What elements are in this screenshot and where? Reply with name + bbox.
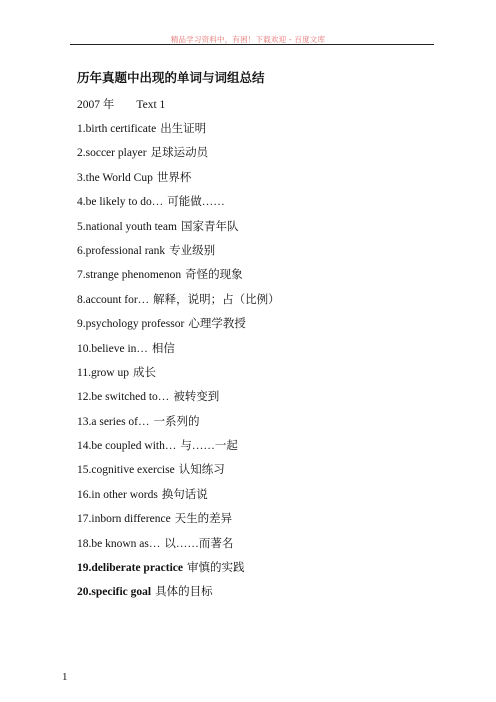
section-text: Text 1 — [136, 99, 166, 111]
entry-english: 15.cognitive exercise — [77, 464, 175, 477]
section-heading — [77, 96, 165, 112]
list-item — [77, 122, 280, 146]
list-item — [77, 561, 280, 585]
entry-chinese: 换句话说 — [161, 488, 208, 501]
entry-chinese: 成长 — [132, 366, 156, 379]
entry-chinese: 足球运动员 — [150, 147, 209, 160]
entry-english: 1.birth certificate — [77, 123, 157, 135]
entry-chinese: 认知练习 — [178, 464, 225, 477]
page-title: 历年真题中出现的单词与词组总结 — [77, 71, 265, 85]
entry-english: 3.the World Cup — [77, 171, 153, 184]
entry-english: 10.believe in… — [77, 342, 148, 355]
entry-english: 16.in other words — [77, 488, 158, 501]
page-number: 1 — [62, 671, 68, 683]
list-item — [77, 366, 280, 390]
entry-english: 14.be coupled with… — [77, 440, 177, 453]
entry-chinese: 一系列的 — [153, 415, 200, 428]
header-divider — [70, 44, 434, 45]
entry-chinese: 心理学教授 — [188, 318, 246, 331]
list-item — [77, 317, 280, 341]
entry-english: 17.inborn difference — [77, 513, 171, 526]
list-item — [77, 488, 280, 512]
entry-chinese: 国家青年队 — [180, 220, 239, 233]
entry-english: 2.soccer player — [77, 147, 147, 160]
entry-english: 9.psychology professor — [77, 318, 185, 331]
list-item — [77, 585, 280, 609]
entry-chinese: 奇怪的现象 — [185, 269, 243, 282]
entry-english: 5.national youth team — [77, 220, 177, 233]
list-item — [77, 195, 280, 219]
list-item — [77, 390, 280, 414]
list-item — [77, 342, 280, 366]
list-item — [77, 439, 280, 463]
list-item — [77, 293, 280, 317]
entry-chinese: 相信 — [151, 342, 175, 355]
list-item — [77, 220, 280, 244]
list-item — [77, 268, 280, 292]
entry-english: 19.deliberate practice — [77, 562, 184, 575]
entry-chinese: 具体的目标 — [155, 586, 213, 599]
entry-chinese: 可能做…… — [167, 196, 225, 209]
list-item — [77, 415, 280, 439]
vocabulary-list — [77, 122, 280, 610]
entry-english: 13.a series of… — [77, 415, 150, 428]
entry-english: 8.account for… — [77, 293, 150, 306]
list-item — [77, 146, 280, 170]
entry-english: 7.strange phenomenon — [77, 269, 182, 282]
entry-chinese: 审慎的实践 — [187, 562, 245, 575]
entry-english: 20.specific goal — [77, 586, 152, 599]
entry-chinese: 与……一起 — [180, 440, 238, 453]
entry-english: 11.grow up — [77, 366, 129, 379]
entry-chinese: 解释，说明；占（比例） — [153, 293, 280, 306]
list-item — [77, 463, 280, 487]
entry-english: 12.be switched to… — [77, 391, 170, 404]
list-item — [77, 537, 280, 561]
entry-english: 18.be known as… — [77, 537, 161, 550]
list-item — [77, 171, 280, 195]
header-watermark: 精品学习资料中，有困！下载欢迎 - 百度文库 — [170, 35, 326, 44]
section-year: 2007 年 — [77, 99, 115, 111]
list-item — [77, 244, 280, 268]
entry-english: 4.be likely to do… — [77, 196, 164, 209]
list-item — [77, 512, 280, 536]
entry-chinese: 天生的差异 — [174, 513, 233, 526]
entry-chinese: 世界杯 — [156, 171, 192, 184]
entry-chinese: 被转变到 — [173, 391, 220, 404]
entry-chinese: 以……而著名 — [164, 537, 234, 550]
entry-english: 6.professional rank — [77, 244, 166, 257]
entry-chinese: 出生证明 — [160, 123, 207, 135]
entry-chinese: 专业级别 — [169, 244, 216, 257]
